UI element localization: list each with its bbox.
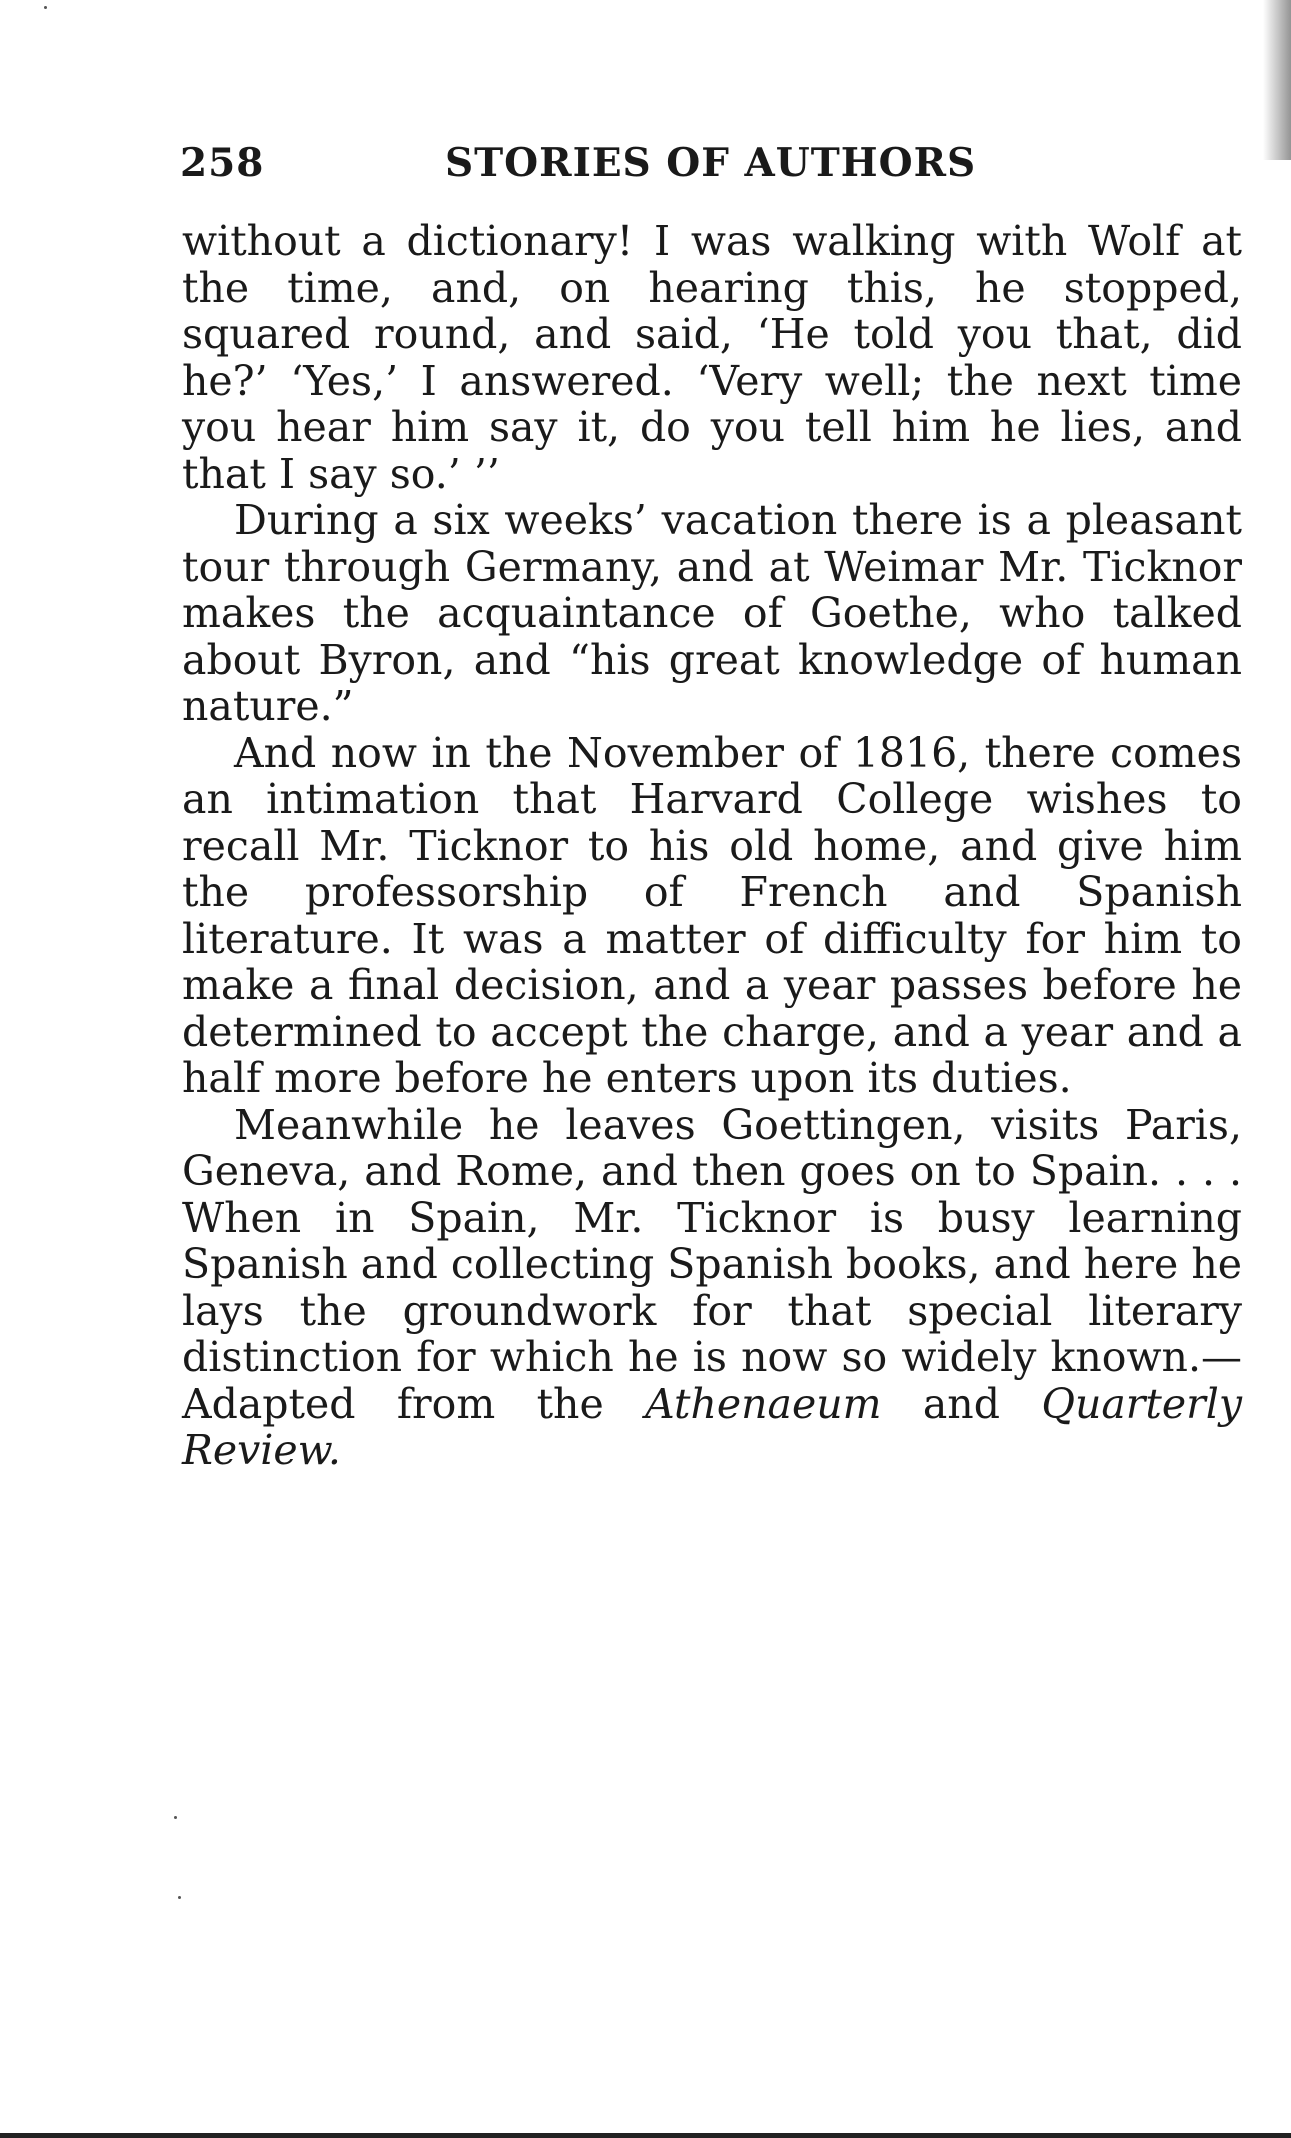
paragraph-text: Meanwhile he leaves Goettingen, visits Paris, Geneva, and Rome, and then goes on to Spain. . . . When in Spain, Mr. Ticknor is busy learning Spanish and collecting Spanish books, and here he lays the groundwork for that special literary distinction for which he is now so widely known.—Adapted from the (182, 1100, 1242, 1428)
scan-speck (174, 1816, 177, 1819)
scan-speck (178, 1896, 181, 1899)
scan-shadow-right (1263, 0, 1291, 160)
scan-edge-bottom (0, 2133, 1291, 2138)
paragraph: During a six weeks’ vacation there is a pleasant tour through Germany, and at Weimar Mr. Ticknor makes the acquaintance of Goethe, who talked about Byron, and “his great knowledge of human nature.” (182, 496, 1242, 730)
source-title-athenaeum: Athenaeum (645, 1379, 882, 1428)
page-number: 258 (180, 140, 265, 186)
paragraph-continued: without a dictionary! I was walking with Wolf at the time, and, on hearing this, he stopped, squared round, and said, ‘He told you that, did he?’ ‘Yes,’ I answered. ‘Very well; the next time you hear him say it, do you tell him he lies, and that I say so.’ ’’ (182, 217, 1242, 498)
running-head: STORIES OF AUTHORS (445, 140, 977, 186)
scan-speck (44, 6, 47, 9)
page-header (180, 140, 1240, 190)
paragraph: And now in the November of 1816, there comes an intimation that Harvard College wishes to recall Mr. Ticknor to his old home, and give him the professorship of French and Spanish literature. It was a matter of difficulty for him to make a final decision, and a year passes before he determined to accept the charge, and a year and a half more before he enters upon its duties. (182, 728, 1242, 1102)
body-text (182, 218, 1242, 1474)
conjunction: and (881, 1379, 1042, 1428)
source-title-quarterly-review: Quarterly Review. (182, 1379, 1243, 1474)
paragraph-final (182, 1102, 1242, 1474)
